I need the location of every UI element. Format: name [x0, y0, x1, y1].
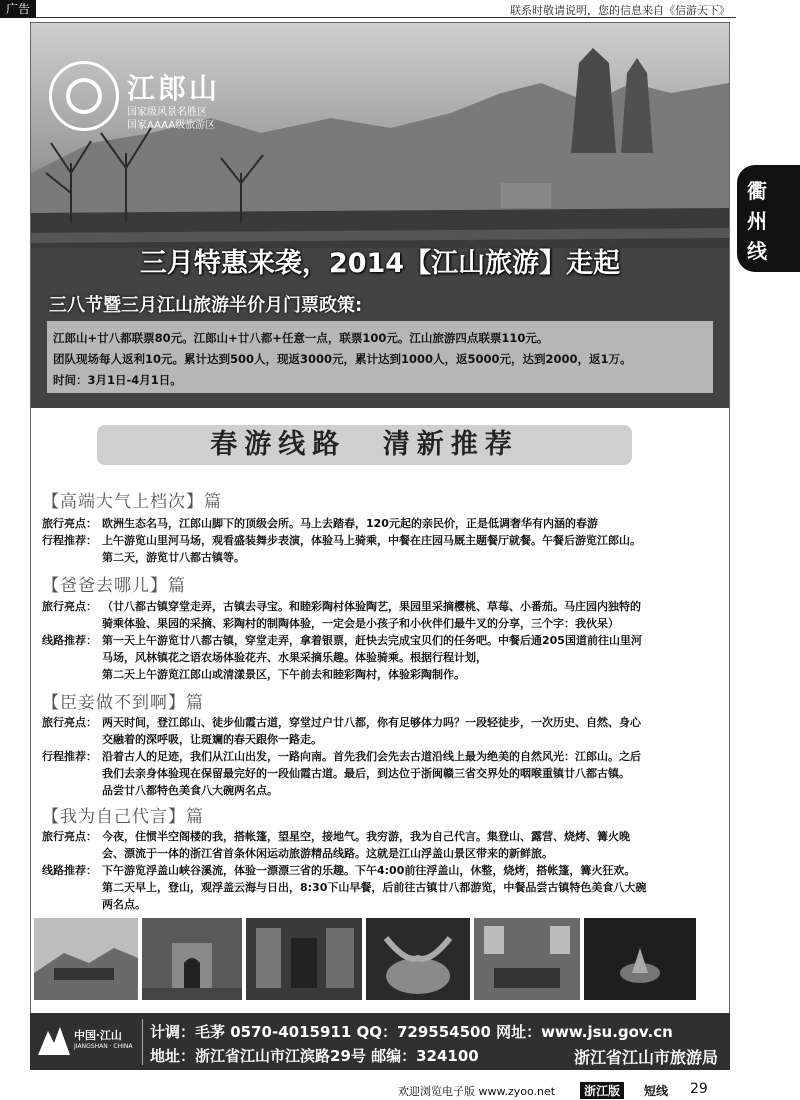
footer-address-line: 地址：浙江省江山市江滨路29号 邮编：324100 [150, 1047, 479, 1065]
page-number: 29 [690, 1081, 708, 1097]
footer-brand-sub: JIANGSHAN · CHINA [74, 1043, 133, 1050]
jiangshan-logo-icon [36, 1023, 72, 1057]
block-title: 【臣妾做不到啊】篇 [42, 693, 204, 713]
block-text: 交融着的深呼吸，让斑斓的春天跟你一路走。 [102, 733, 322, 746]
block-label: 旅行亮点： [42, 716, 97, 729]
top-bar [0, 0, 800, 18]
contact-footer [30, 1013, 730, 1070]
footer-contact-line: 计调：毛茅 0570-4015911 QQ：729554500 网址：www.jsu.gov.cn [150, 1023, 673, 1041]
block-label: 线路推荐： [42, 634, 97, 647]
block-text: 第一天上午游览廿八都古镇，穿堂走弄，拿着银票，赶快去完成宝贝们的任务吧。中餐后通205国道前往山里河 [102, 634, 642, 647]
block-title: 【爸爸去哪儿】篇 [42, 576, 186, 596]
photo-horse-riding [34, 918, 138, 1000]
block-text: 今夜，住惯半空阁楼的我，搭帐篷，望星空，接地气。我穷游，我为自己代言。集登山、露营、烧烤、篝火晚 [102, 830, 630, 843]
policy-line: 团队现场每人返利10元。累计达到500人，现返3000元，累计达到1000人，返5000元，达到2000，返1万。 [53, 352, 632, 366]
brand-subtitle: 国家AAAA级旅游区 [127, 120, 216, 131]
block-label: 旅行亮点： [42, 600, 97, 613]
hero-banner [31, 23, 729, 408]
block-label: 线路推荐： [42, 864, 97, 877]
edition-badge: 浙江版 [580, 1082, 624, 1099]
photo-ancient-gate [142, 918, 242, 1000]
ad-tag: 广告 [0, 0, 36, 18]
block-text: 欧洲生态名马，江郎山脚下的顶级会所。马上去踏春，120元起的亲民价，正是低调奢华有内涵的春游 [102, 517, 598, 530]
block-text: 第二天上午游览江郎山或清漾景区，下午前去和睦彩陶村，体验彩陶制作。 [102, 668, 465, 681]
section-banner: 春游线路 清新推荐 [97, 425, 632, 465]
block-title: 【高端大气上档次】篇 [42, 492, 222, 512]
block-text: 我们去亲身体验现在保留最完好的一段仙霞古道。最后，到达位于浙闽赣三省交界处的咽喉重镇廿八都古镇。 [102, 767, 630, 780]
block-text: 品尝廿八都特色美食八大碗两名点。 [102, 784, 278, 797]
block-text: 下午游览浮盖山峡谷溪流，体验一漂漂三省的乐趣。下午4:00前往浮盖山，休整，烧烤，搭帐篷，篝火狂欢。 [102, 864, 636, 877]
block-text: 第二天，游览廿八都古镇等。 [102, 551, 245, 564]
block-text: 第二天早上，登山，观浮盖云海与日出，8:30下山早餐，后前往古镇廿八都游览，中餐品尝古镇特色美食八大碗 [102, 881, 647, 894]
side-tab-char: 州 [747, 209, 767, 233]
footer-bureau: 浙江省江山市旅游局 [573, 1048, 718, 1067]
heritage-logo [49, 61, 119, 131]
hero-subtitle: 三八节暨三月江山旅游半价月门票政策: [49, 295, 363, 316]
block-label: 旅行亮点： [42, 517, 97, 530]
brand-name: 江郎山 [127, 72, 221, 105]
side-tab-char: 线 [747, 239, 767, 263]
block-label: 旅行亮点： [42, 830, 97, 843]
block-label: 行程推荐： [42, 750, 97, 763]
block-text: 上午游览山里河马场，观看盛装舞步表演，体验马上骑乘，中餐在庄园马厩主题餐厅就餐。午餐后游览江郎山。 [102, 534, 641, 547]
photo-campfire [584, 918, 696, 1000]
footer-brand: 中国·江山 [74, 1029, 122, 1042]
side-tab [737, 165, 800, 272]
side-tab-char: 衢 [747, 179, 767, 203]
block-label: 行程推荐： [42, 534, 97, 547]
photo-pottery [366, 918, 470, 1000]
policy-line: 时间：3月1日-4月1日。 [53, 373, 182, 387]
block-text: （廿八都古镇穿堂走弄，古镇去寻宝。和睦彩陶村体验陶艺，果园里采摘樱桃、草莓、小番茄。马庄园内独特的 [102, 600, 641, 613]
block-text: 两名点。 [102, 898, 146, 911]
block-text: 骑乘体验、果园的采摘、彩陶村的制陶体验，一定会是小孩子和小伙伴们最牛叉的分享，三个字：我伙呆） [102, 617, 619, 630]
welcome-text: 欢迎浏览电子版 www.zyoo.net [398, 1085, 556, 1098]
block-text: 沿着古人的足迹，我们从江山出发，一路向南。首先我们会先去古道沿线上最为绝美的自然风光：江郎山。之后 [102, 750, 641, 763]
block-text: 会、漂流于一体的浙江省首条休闲运动旅游精品线路。这就是江山浮盖山景区带来的新鲜旅。 [102, 847, 553, 860]
bottom-bar [0, 1080, 800, 1100]
brand-subtitle: 国家级风景名胜区 [127, 107, 207, 118]
section-name: 短线 [644, 1084, 669, 1098]
photo-old-street [246, 918, 362, 1000]
photo-interior [474, 918, 580, 1000]
block-title: 【我为自己代言】篇 [42, 807, 204, 827]
hero-title: 三月特惠来袭，2014【江山旅游】走起 [139, 248, 621, 279]
footer-divider [142, 1019, 143, 1065]
contact-note: 联系时敬请说明，您的信息来自《信游天下》 [510, 4, 730, 17]
policy-line: 江郎山+廿八都联票80元。江郎山+廿八都+任意一点，联票100元。江山旅游四点联票110元。 [53, 331, 549, 345]
block-text: 两天时间，登江郎山、徒步仙霞古道，穿堂过户廿八都，你有足够体力吗？一段轻徒步，一次历史、自然、身心 [102, 716, 641, 729]
block-text: 马场，风林镇花之语农场体验花卉、水果采摘乐趣。体验骑乘。根据行程计划， [102, 651, 487, 664]
